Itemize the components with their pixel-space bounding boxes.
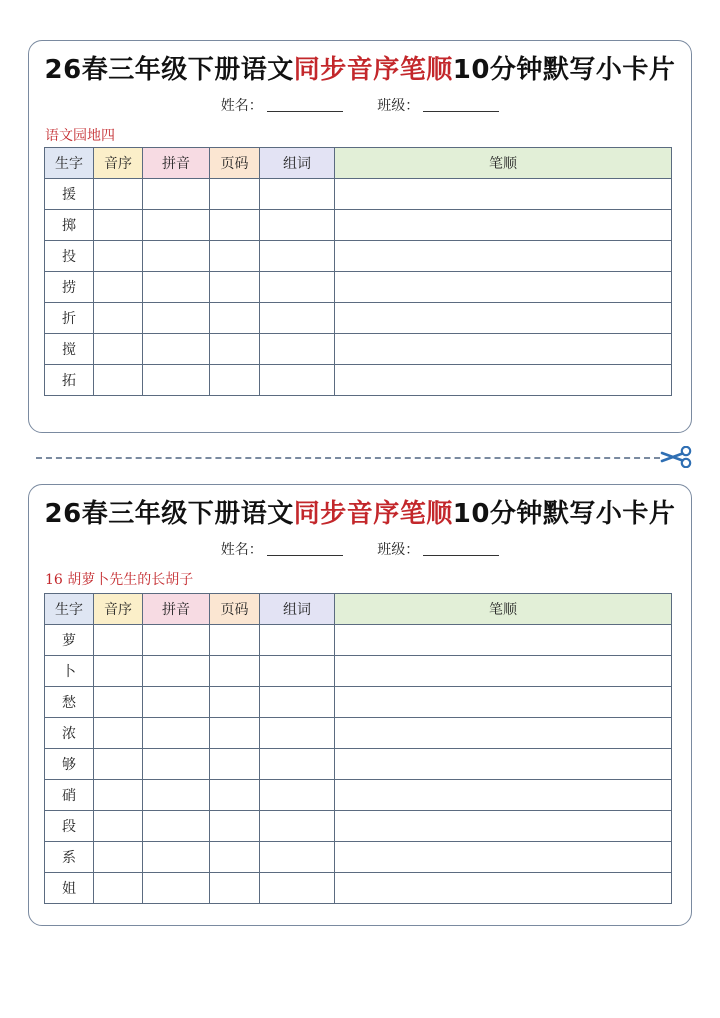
- page-cell[interactable]: [210, 842, 260, 873]
- student-info: [29, 95, 691, 115]
- stroke-cell[interactable]: [335, 873, 672, 904]
- stroke-cell[interactable]: [335, 303, 672, 334]
- page-cell[interactable]: [210, 625, 260, 656]
- header-pinyin: 拼音: [143, 594, 210, 625]
- stroke-cell[interactable]: [335, 210, 672, 241]
- table-row: [45, 780, 672, 811]
- initial-cell[interactable]: [94, 842, 143, 873]
- page-cell[interactable]: [210, 656, 260, 687]
- title-prefix: 26春三年级下册语文: [44, 499, 294, 529]
- stroke-cell[interactable]: [335, 365, 672, 396]
- stroke-cell[interactable]: [335, 811, 672, 842]
- initial-cell[interactable]: [94, 241, 143, 272]
- table-row: [45, 811, 672, 842]
- pinyin-cell[interactable]: [143, 210, 210, 241]
- page-cell[interactable]: [210, 687, 260, 718]
- character-cell: 系: [45, 842, 94, 873]
- class-label: 班级：: [377, 98, 420, 114]
- table-row: [45, 656, 672, 687]
- header-character: 生字: [45, 148, 94, 179]
- character-cell: 萝: [45, 625, 94, 656]
- pinyin-cell[interactable]: [143, 811, 210, 842]
- character-cell: 愁: [45, 687, 94, 718]
- page-cell[interactable]: [210, 334, 260, 365]
- character-cell: 折: [45, 303, 94, 334]
- initial-cell[interactable]: [94, 873, 143, 904]
- table-row: [45, 303, 672, 334]
- initial-cell[interactable]: [94, 334, 143, 365]
- page-cell[interactable]: [210, 811, 260, 842]
- words-cell[interactable]: [260, 873, 335, 904]
- table-row: [45, 625, 672, 656]
- title-suffix: 10分钟默写小卡片: [452, 499, 676, 529]
- stroke-cell[interactable]: [335, 272, 672, 303]
- header-words: 组词: [260, 594, 335, 625]
- cut-line: [36, 457, 660, 459]
- stroke-cell[interactable]: [335, 625, 672, 656]
- header-stroke-order: 笔顺: [335, 148, 672, 179]
- student-info: [29, 539, 691, 559]
- class-field[interactable]: [423, 541, 499, 556]
- character-cell: 硝: [45, 780, 94, 811]
- words-cell[interactable]: [260, 210, 335, 241]
- page-cell[interactable]: [210, 365, 260, 396]
- initial-cell[interactable]: [94, 749, 143, 780]
- pinyin-cell[interactable]: [143, 749, 210, 780]
- pinyin-cell[interactable]: [143, 241, 210, 272]
- words-cell[interactable]: [260, 780, 335, 811]
- initial-cell[interactable]: [94, 365, 143, 396]
- stroke-cell[interactable]: [335, 656, 672, 687]
- character-cell: 够: [45, 749, 94, 780]
- words-cell[interactable]: [260, 272, 335, 303]
- pinyin-cell[interactable]: [143, 842, 210, 873]
- title-highlight: 同步音序笔顺: [293, 55, 453, 85]
- words-cell[interactable]: [260, 365, 335, 396]
- header-page: 页码: [210, 148, 260, 179]
- stroke-cell[interactable]: [335, 687, 672, 718]
- page-cell[interactable]: [210, 179, 260, 210]
- words-cell[interactable]: [260, 625, 335, 656]
- character-cell: 投: [45, 241, 94, 272]
- header-pinyin: 拼音: [143, 148, 210, 179]
- words-cell[interactable]: [260, 334, 335, 365]
- page-cell[interactable]: [210, 780, 260, 811]
- character-cell: 援: [45, 179, 94, 210]
- table-row: [45, 873, 672, 904]
- class-label: 班级：: [377, 542, 420, 558]
- page-cell[interactable]: [210, 241, 260, 272]
- character-cell: 捞: [45, 272, 94, 303]
- pinyin-cell[interactable]: [143, 656, 210, 687]
- header-initial: 音序: [94, 148, 143, 179]
- name-field[interactable]: [267, 541, 343, 556]
- character-cell: 拓: [45, 365, 94, 396]
- class-field[interactable]: [423, 97, 499, 112]
- stroke-cell[interactable]: [335, 718, 672, 749]
- dictation-card-2: [28, 484, 692, 926]
- pinyin-cell[interactable]: [143, 780, 210, 811]
- character-cell: 卜: [45, 656, 94, 687]
- stroke-cell[interactable]: [335, 334, 672, 365]
- header-words: 组词: [260, 148, 335, 179]
- pinyin-cell[interactable]: [143, 334, 210, 365]
- initial-cell[interactable]: [94, 780, 143, 811]
- initial-cell[interactable]: [94, 303, 143, 334]
- name-field[interactable]: [267, 97, 343, 112]
- table-row: [45, 272, 672, 303]
- table-row: [45, 749, 672, 780]
- page-cell[interactable]: [210, 210, 260, 241]
- card-title: [29, 493, 691, 530]
- pinyin-cell[interactable]: [143, 687, 210, 718]
- title-suffix: 10分钟默写小卡片: [452, 55, 676, 85]
- words-cell[interactable]: [260, 718, 335, 749]
- name-label: 姓名：: [220, 98, 263, 114]
- pinyin-cell[interactable]: [143, 625, 210, 656]
- title-prefix: 26春三年级下册语文: [44, 55, 294, 85]
- initial-cell[interactable]: [94, 625, 143, 656]
- initial-cell[interactable]: [94, 210, 143, 241]
- table-row: [45, 842, 672, 873]
- page-cell[interactable]: [210, 718, 260, 749]
- page-cell[interactable]: [210, 272, 260, 303]
- initial-cell[interactable]: [94, 718, 143, 749]
- words-cell[interactable]: [260, 811, 335, 842]
- initial-cell[interactable]: [94, 811, 143, 842]
- initial-cell[interactable]: [94, 687, 143, 718]
- pinyin-cell[interactable]: [143, 873, 210, 904]
- character-cell: 段: [45, 811, 94, 842]
- words-cell[interactable]: [260, 656, 335, 687]
- initial-cell[interactable]: [94, 179, 143, 210]
- words-cell[interactable]: [260, 842, 335, 873]
- page-cell[interactable]: [210, 873, 260, 904]
- card-title: [29, 49, 691, 86]
- table-row: [45, 365, 672, 396]
- title-highlight: 同步音序笔顺: [293, 499, 453, 529]
- table-row: [45, 334, 672, 365]
- initial-cell[interactable]: [94, 656, 143, 687]
- table-row: [45, 210, 672, 241]
- dictation-card-1: [28, 40, 692, 433]
- lesson-title: 语文园地四: [45, 128, 115, 144]
- pinyin-cell[interactable]: [143, 303, 210, 334]
- stroke-cell[interactable]: [335, 179, 672, 210]
- stroke-cell[interactable]: [335, 780, 672, 811]
- stroke-cell[interactable]: [335, 241, 672, 272]
- table-row: [45, 241, 672, 272]
- words-cell[interactable]: [260, 687, 335, 718]
- pinyin-cell[interactable]: [143, 718, 210, 749]
- words-cell[interactable]: [260, 179, 335, 210]
- table-row: [45, 718, 672, 749]
- character-cell: 浓: [45, 718, 94, 749]
- table-header-row: [45, 148, 672, 179]
- lesson-title: 16 胡萝卜先生的长胡子: [45, 572, 194, 588]
- scissors-icon: [660, 446, 694, 468]
- words-cell[interactable]: [260, 303, 335, 334]
- pinyin-cell[interactable]: [143, 365, 210, 396]
- header-page: 页码: [210, 594, 260, 625]
- dictation-table: [44, 593, 672, 904]
- pinyin-cell[interactable]: [143, 179, 210, 210]
- dictation-table: [44, 147, 672, 396]
- table-header-row: [45, 594, 672, 625]
- header-character: 生字: [45, 594, 94, 625]
- stroke-cell[interactable]: [335, 749, 672, 780]
- table-row: [45, 687, 672, 718]
- character-cell: 掷: [45, 210, 94, 241]
- pinyin-cell[interactable]: [143, 272, 210, 303]
- page-cell[interactable]: [210, 749, 260, 780]
- character-cell: 搅: [45, 334, 94, 365]
- stroke-cell[interactable]: [335, 842, 672, 873]
- header-initial: 音序: [94, 594, 143, 625]
- words-cell[interactable]: [260, 241, 335, 272]
- initial-cell[interactable]: [94, 272, 143, 303]
- table-row: [45, 179, 672, 210]
- header-stroke-order: 笔顺: [335, 594, 672, 625]
- words-cell[interactable]: [260, 749, 335, 780]
- name-label: 姓名：: [220, 542, 263, 558]
- character-cell: 姐: [45, 873, 94, 904]
- page-cell[interactable]: [210, 303, 260, 334]
